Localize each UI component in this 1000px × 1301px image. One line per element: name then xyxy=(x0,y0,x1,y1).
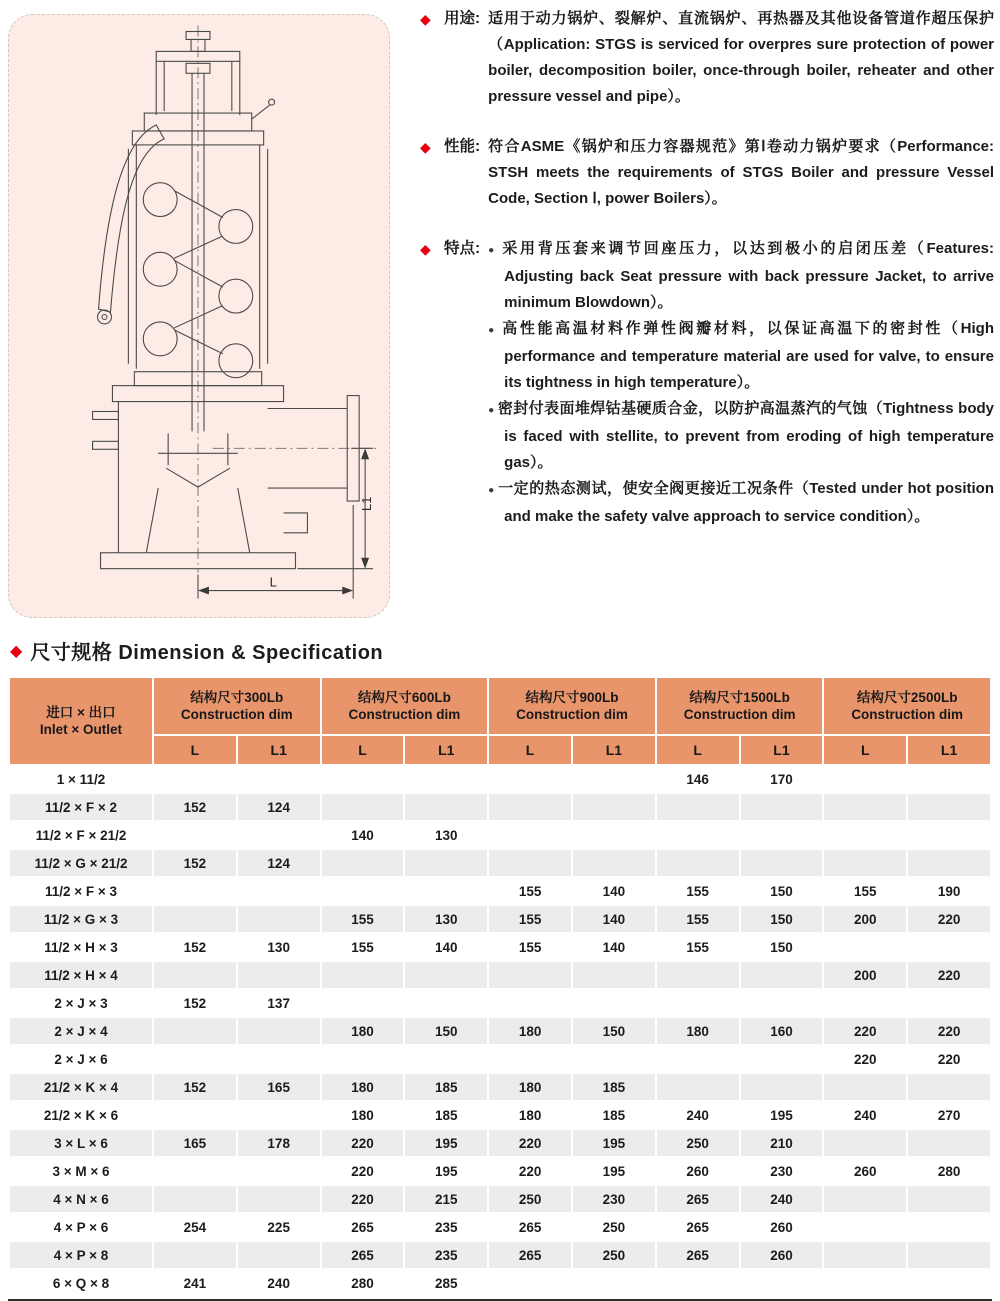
dim-cell xyxy=(824,1242,906,1268)
table-row xyxy=(10,850,990,876)
feature-text: 密封付表面堆焊钴基硬质合金，以防护高温蒸汽的气蚀（Tightness body is faced with stellite, to prevent from eroding of high temperature gas）。 xyxy=(497,400,994,471)
dim-cell: 250 xyxy=(573,1242,655,1268)
dim-cell: 140 xyxy=(602,883,626,899)
dim-cell xyxy=(238,878,320,904)
dim-cell: 185 xyxy=(405,1074,487,1100)
dim-cell: 155 xyxy=(657,906,739,932)
dim-cell xyxy=(405,794,487,820)
dim-cell xyxy=(154,1046,236,1072)
table-row xyxy=(10,1158,990,1184)
dim-cell xyxy=(741,850,823,876)
feature-item xyxy=(488,396,994,476)
row-label: 11/2 × F × 2 xyxy=(10,794,152,820)
table-row xyxy=(10,822,990,848)
dim-cell xyxy=(657,1270,739,1296)
dim-cell xyxy=(238,822,320,848)
table-row xyxy=(10,1242,990,1268)
dim-cell: 225 xyxy=(267,1219,290,1235)
feature-text: 一定的热态测试，使安全阀更接近工况条件（Tested under hot position and make the safety valve approach to service condition）。 xyxy=(498,480,994,525)
col-group-header: 结构尺寸600Lb Construction dim xyxy=(322,678,488,734)
col-subheader-l: L xyxy=(322,736,404,764)
dim-cell: 285 xyxy=(435,1275,458,1291)
dim-cell: 155 xyxy=(686,883,709,899)
col-subheader-l1: L1 xyxy=(573,736,655,764)
dim-cell: 280 xyxy=(351,1275,374,1291)
feature-text: 采用背压套来调节回座压力，以达到极小的启闭压差（Features: Adjusting back Seat pressure with back pressure Jacket, to arrive minimum Blowdown）。 xyxy=(502,240,994,311)
dim-cell: 130 xyxy=(267,939,290,955)
dim-cell: 265 xyxy=(657,1186,739,1212)
table-title: 尺寸规格 Dimension & Specification xyxy=(30,642,384,664)
dim-cell: 265 xyxy=(686,1219,709,1235)
feature-list xyxy=(488,236,994,530)
dim-cell: 265 xyxy=(322,1242,404,1268)
dim-cell: 230 xyxy=(770,1163,793,1179)
dim-cell: 190 xyxy=(937,883,961,899)
dim-cell xyxy=(908,1242,990,1268)
dim-cell xyxy=(573,794,655,820)
dim-cell: 124 xyxy=(238,850,320,876)
feature-text: 高性能高温材料作弹性阀瓣材料，以保证高温下的密封性（High performance and temperature material are used for valve, to ensure its tightness in high temperature）。 xyxy=(502,320,995,391)
dim-cell: 150 xyxy=(770,939,793,955)
dim-cell: 180 xyxy=(322,1018,404,1044)
dim-cell xyxy=(657,850,739,876)
row-label: 11/2 × G × 21/2 xyxy=(10,850,152,876)
dim-cell: 178 xyxy=(238,1130,320,1156)
dim-cell: 155 xyxy=(518,939,542,955)
dim-cell: 215 xyxy=(405,1186,487,1212)
dim-cell xyxy=(908,1270,990,1296)
dim-cell: 152 xyxy=(183,995,207,1011)
dim-cell: 140 xyxy=(602,939,626,955)
dim-cell: 220 xyxy=(351,1163,374,1179)
dim-cell xyxy=(908,1214,990,1240)
dim-cell: 220 xyxy=(518,1163,542,1179)
dim-cell xyxy=(908,1130,990,1156)
dim-cell xyxy=(908,822,990,848)
dim-cell xyxy=(405,766,487,792)
dim-cell xyxy=(741,1046,823,1072)
dim-cell xyxy=(657,794,739,820)
dim-cell: 250 xyxy=(489,1186,571,1212)
col-subheader-l1: L1 xyxy=(238,736,320,764)
section-application xyxy=(420,6,994,110)
dim-cell xyxy=(908,850,990,876)
dim-cell: 200 xyxy=(824,962,906,988)
row-label: 11/2 × H × 4 xyxy=(10,962,152,988)
row-label: 3 × L × 6 xyxy=(10,1130,152,1156)
dim-cell: 155 xyxy=(686,939,709,955)
dim-cell: 165 xyxy=(154,1130,236,1156)
dim-cell: 240 xyxy=(686,1107,709,1123)
dim-cell xyxy=(489,794,571,820)
dim-cell: 220 xyxy=(937,1051,961,1067)
dim-cell xyxy=(657,1046,739,1072)
dim-cell xyxy=(908,766,990,792)
row-label: 4 × P × 8 xyxy=(10,1242,152,1268)
dim-cell: 260 xyxy=(741,1242,823,1268)
dimension-table xyxy=(8,676,992,1298)
bullet-icon: ● xyxy=(488,405,498,416)
dim-cell: 265 xyxy=(518,1219,542,1235)
col-group-header: 结构尺寸1500Lb Construction dim xyxy=(657,678,823,734)
dim-cell: 152 xyxy=(154,850,236,876)
dim-cell xyxy=(405,878,487,904)
dim-cell: 265 xyxy=(489,1242,571,1268)
dim-cell xyxy=(824,990,906,1016)
section-label: 特点: xyxy=(444,240,481,257)
table-row xyxy=(10,1214,990,1240)
table-row xyxy=(10,962,990,988)
dim-cell: 220 xyxy=(322,1186,404,1212)
dim-cell: 152 xyxy=(154,1074,236,1100)
table-body xyxy=(10,766,990,1296)
dim-label-l: L xyxy=(269,574,277,590)
feature-item xyxy=(488,236,994,316)
dim-cell xyxy=(489,822,571,848)
dim-cell xyxy=(741,794,823,820)
dim-cell: 180 xyxy=(489,1018,571,1044)
dim-cell xyxy=(154,766,236,792)
table-row xyxy=(10,1074,990,1100)
dim-cell: 230 xyxy=(573,1186,655,1212)
diamond-icon: ◆ xyxy=(420,139,431,155)
dim-cell xyxy=(573,1046,655,1072)
dim-cell: 270 xyxy=(937,1107,961,1123)
dim-cell xyxy=(238,906,320,932)
dim-cell xyxy=(405,990,487,1016)
dim-cell: 220 xyxy=(824,1018,906,1044)
dim-cell: 195 xyxy=(573,1130,655,1156)
dim-cell: 185 xyxy=(602,1107,626,1123)
dim-cell xyxy=(238,1186,320,1212)
dim-cell: 155 xyxy=(351,939,374,955)
dim-cell xyxy=(322,766,404,792)
dim-cell xyxy=(322,962,404,988)
dim-cell xyxy=(154,962,236,988)
table-row xyxy=(10,1186,990,1212)
dim-cell xyxy=(238,1018,320,1044)
dim-cell: 165 xyxy=(238,1074,320,1100)
dim-cell xyxy=(824,1130,906,1156)
dim-cell xyxy=(154,1102,236,1128)
dim-cell: 160 xyxy=(741,1018,823,1044)
dim-cell xyxy=(238,1102,320,1128)
dim-cell: 195 xyxy=(770,1107,793,1123)
dim-cell xyxy=(154,1186,236,1212)
dim-cell: 155 xyxy=(854,883,877,899)
row-label: 2 × J × 4 xyxy=(10,1018,152,1044)
dim-cell: 240 xyxy=(267,1275,290,1291)
feature-item xyxy=(488,316,994,396)
dim-cell xyxy=(824,1214,906,1240)
dim-cell xyxy=(657,1074,739,1100)
dim-cell: 140 xyxy=(435,939,458,955)
dim-cell: 130 xyxy=(405,906,487,932)
dim-cell: 260 xyxy=(770,1219,793,1235)
dim-cell xyxy=(322,794,404,820)
dim-cell xyxy=(489,850,571,876)
table-row xyxy=(10,1018,990,1044)
dim-cell xyxy=(405,850,487,876)
dim-cell xyxy=(824,766,906,792)
table-row xyxy=(10,1102,990,1128)
dim-cell: 235 xyxy=(405,1242,487,1268)
col-subheader-l1: L1 xyxy=(405,736,487,764)
dim-cell: 265 xyxy=(657,1242,739,1268)
dim-cell: 220 xyxy=(322,1130,404,1156)
dim-label-l1: L1 xyxy=(359,496,375,511)
dim-cell: 235 xyxy=(435,1219,458,1235)
dim-cell xyxy=(908,794,990,820)
dim-cell xyxy=(741,962,823,988)
dim-cell xyxy=(238,766,320,792)
dim-cell xyxy=(908,1186,990,1212)
feature-item xyxy=(488,476,994,530)
table-row xyxy=(10,906,990,932)
col-group-header: 结构尺寸300Lb Construction dim xyxy=(154,678,320,734)
dim-cell xyxy=(489,990,571,1016)
row-label: 2 × J × 6 xyxy=(54,1051,108,1067)
dim-cell: 140 xyxy=(573,906,655,932)
dim-cell xyxy=(489,962,571,988)
row-label: 21/2 × K × 4 xyxy=(10,1074,152,1100)
section-text: 适用于动力锅炉、裂解炉、直流锅炉、再热器及其他设备管道作超压保护（Application: STGS is serviced for overpres sure protection of power boiler, decomposition boiler, once-through boiler, reheater and other pressure vessel and pipe）。 xyxy=(488,10,994,105)
dim-cell: 260 xyxy=(854,1163,877,1179)
col-subheader-l: L xyxy=(489,736,571,764)
valve-drawing-panel xyxy=(8,14,390,618)
dim-cell: 170 xyxy=(770,771,793,787)
dim-cell xyxy=(573,990,655,1016)
dim-cell xyxy=(824,822,906,848)
dim-cell xyxy=(238,1046,320,1072)
dim-cell: 195 xyxy=(602,1163,626,1179)
dim-cell xyxy=(657,962,739,988)
description-column xyxy=(420,6,994,554)
dim-cell xyxy=(238,962,320,988)
dim-cell xyxy=(489,766,571,792)
bullet-icon: ● xyxy=(488,245,503,256)
dim-cell: 150 xyxy=(405,1018,487,1044)
dim-cell: 220 xyxy=(908,1018,990,1044)
diamond-icon: ◆ xyxy=(420,11,431,27)
dim-cell: 260 xyxy=(686,1163,709,1179)
row-label: 21/2 × K × 6 xyxy=(43,1107,119,1123)
dim-cell xyxy=(908,934,990,960)
dim-cell xyxy=(741,1270,823,1296)
dim-cell xyxy=(322,990,404,1016)
dim-cell xyxy=(405,1046,487,1072)
section-features xyxy=(420,236,994,530)
dim-cell xyxy=(908,990,990,1016)
row-label: 2 × J × 3 xyxy=(54,995,108,1011)
dim-cell: 185 xyxy=(435,1107,458,1123)
dim-cell xyxy=(154,878,236,904)
dim-cell: 220 xyxy=(854,1051,877,1067)
dim-cell: 195 xyxy=(405,1130,487,1156)
dim-cell xyxy=(824,934,906,960)
dim-cell: 150 xyxy=(741,906,823,932)
dim-cell xyxy=(824,1270,906,1296)
section-label: 用途: xyxy=(444,10,481,27)
dim-cell: 240 xyxy=(741,1186,823,1212)
dim-cell xyxy=(322,878,404,904)
dim-cell xyxy=(489,1046,571,1072)
dim-cell xyxy=(405,962,487,988)
dim-cell: 152 xyxy=(183,939,207,955)
dim-cell: 180 xyxy=(518,1107,542,1123)
dim-cell: 155 xyxy=(518,883,542,899)
dim-cell: 146 xyxy=(686,771,709,787)
table-row xyxy=(10,1046,990,1072)
col-subheader-l1: L1 xyxy=(908,736,990,764)
table-row xyxy=(10,1270,990,1296)
table-row xyxy=(10,990,990,1016)
dim-cell: 180 xyxy=(351,1107,374,1123)
table-row xyxy=(10,766,990,792)
dim-cell: 124 xyxy=(238,794,320,820)
dim-cell xyxy=(741,1074,823,1100)
dim-cell xyxy=(322,1046,404,1072)
dim-cell: 220 xyxy=(489,1130,571,1156)
dim-cell xyxy=(824,794,906,820)
dim-cell xyxy=(322,850,404,876)
row-label: 3 × M × 6 xyxy=(52,1163,110,1179)
row-label: 11/2 × H × 3 xyxy=(44,939,118,955)
dim-cell: 155 xyxy=(489,906,571,932)
valve-drawing xyxy=(9,15,389,617)
dim-cell: 241 xyxy=(183,1275,207,1291)
dim-cell xyxy=(154,822,236,848)
section-performance xyxy=(420,134,994,212)
col-header-inlet-outlet: 进口 × 出口 Inlet × Outlet xyxy=(10,678,152,764)
dim-cell xyxy=(824,1186,906,1212)
table-section-title xyxy=(10,636,383,665)
dim-cell: 240 xyxy=(854,1107,877,1123)
dim-cell: 180 xyxy=(322,1074,404,1100)
dim-cell: 152 xyxy=(154,794,236,820)
row-label: 11/2 × F × 21/2 xyxy=(35,827,127,843)
dimension-table-wrap xyxy=(8,676,992,1301)
dim-cell xyxy=(908,1074,990,1100)
row-label: 11/2 × G × 3 xyxy=(10,906,152,932)
dim-cell: 210 xyxy=(741,1130,823,1156)
col-group-header: 结构尺寸2500Lb Construction dim xyxy=(824,678,990,734)
dim-cell: 185 xyxy=(573,1074,655,1100)
dim-cell xyxy=(154,1158,236,1184)
section-text: 符合ASME《锅炉和压力容器规范》第Ⅰ卷动力锅炉要求（Performance: STSH meets the requirements of STGS Boiler and pressure Vessel Code, Section Ⅰ, power Boilers）。 xyxy=(488,138,994,207)
dim-cell xyxy=(573,850,655,876)
dim-cell xyxy=(573,766,655,792)
dim-cell xyxy=(238,1242,320,1268)
table-header xyxy=(10,678,990,764)
col-subheader-l: L xyxy=(154,736,236,764)
dim-cell xyxy=(741,990,823,1016)
dim-cell: 140 xyxy=(351,827,374,843)
dim-cell xyxy=(154,1018,236,1044)
row-label: 4 × P × 6 xyxy=(53,1219,109,1235)
dim-cell xyxy=(489,1270,571,1296)
dim-cell: 150 xyxy=(573,1018,655,1044)
bullet-icon: ● xyxy=(488,485,499,496)
table-row xyxy=(10,934,990,960)
dim-cell xyxy=(154,1242,236,1268)
dim-cell xyxy=(154,906,236,932)
dim-cell: 254 xyxy=(183,1219,207,1235)
row-label: 11/2 × F × 3 xyxy=(44,883,118,899)
dim-cell xyxy=(573,962,655,988)
dim-cell xyxy=(824,850,906,876)
dim-cell: 195 xyxy=(435,1163,458,1179)
dim-cell: 137 xyxy=(267,995,290,1011)
table-row xyxy=(10,878,990,904)
dim-cell xyxy=(741,822,823,848)
col-group-header: 结构尺寸900Lb Construction dim xyxy=(489,678,655,734)
dim-cell: 220 xyxy=(908,906,990,932)
dim-cell xyxy=(657,822,739,848)
row-label: 6 × Q × 8 xyxy=(52,1275,110,1291)
dim-cell xyxy=(657,990,739,1016)
row-label: 1 × 11/2 xyxy=(56,771,106,787)
section-label: 性能: xyxy=(444,138,481,155)
dim-cell xyxy=(824,1074,906,1100)
col-subheader-l: L xyxy=(824,736,906,764)
dim-cell xyxy=(573,822,655,848)
dim-cell: 180 xyxy=(657,1018,739,1044)
dim-cell xyxy=(238,1158,320,1184)
diamond-icon: ◆ xyxy=(420,241,431,257)
dim-cell: 250 xyxy=(602,1219,626,1235)
dim-cell: 280 xyxy=(937,1163,961,1179)
diamond-icon: ◆ xyxy=(10,642,23,660)
col-subheader-l: L xyxy=(657,736,739,764)
table-row xyxy=(10,794,990,820)
dim-cell: 180 xyxy=(489,1074,571,1100)
table-row xyxy=(10,1130,990,1156)
dim-cell: 150 xyxy=(770,883,793,899)
dim-cell: 155 xyxy=(322,906,404,932)
col-subheader-l1: L1 xyxy=(741,736,823,764)
bullet-icon: ● xyxy=(488,325,503,336)
dim-cell: 200 xyxy=(824,906,906,932)
dim-cell xyxy=(573,1270,655,1296)
dim-cell: 250 xyxy=(657,1130,739,1156)
dim-cell: 130 xyxy=(435,827,458,843)
dim-cell: 265 xyxy=(351,1219,374,1235)
row-label: 4 × N × 6 xyxy=(10,1186,152,1212)
dim-cell: 220 xyxy=(908,962,990,988)
